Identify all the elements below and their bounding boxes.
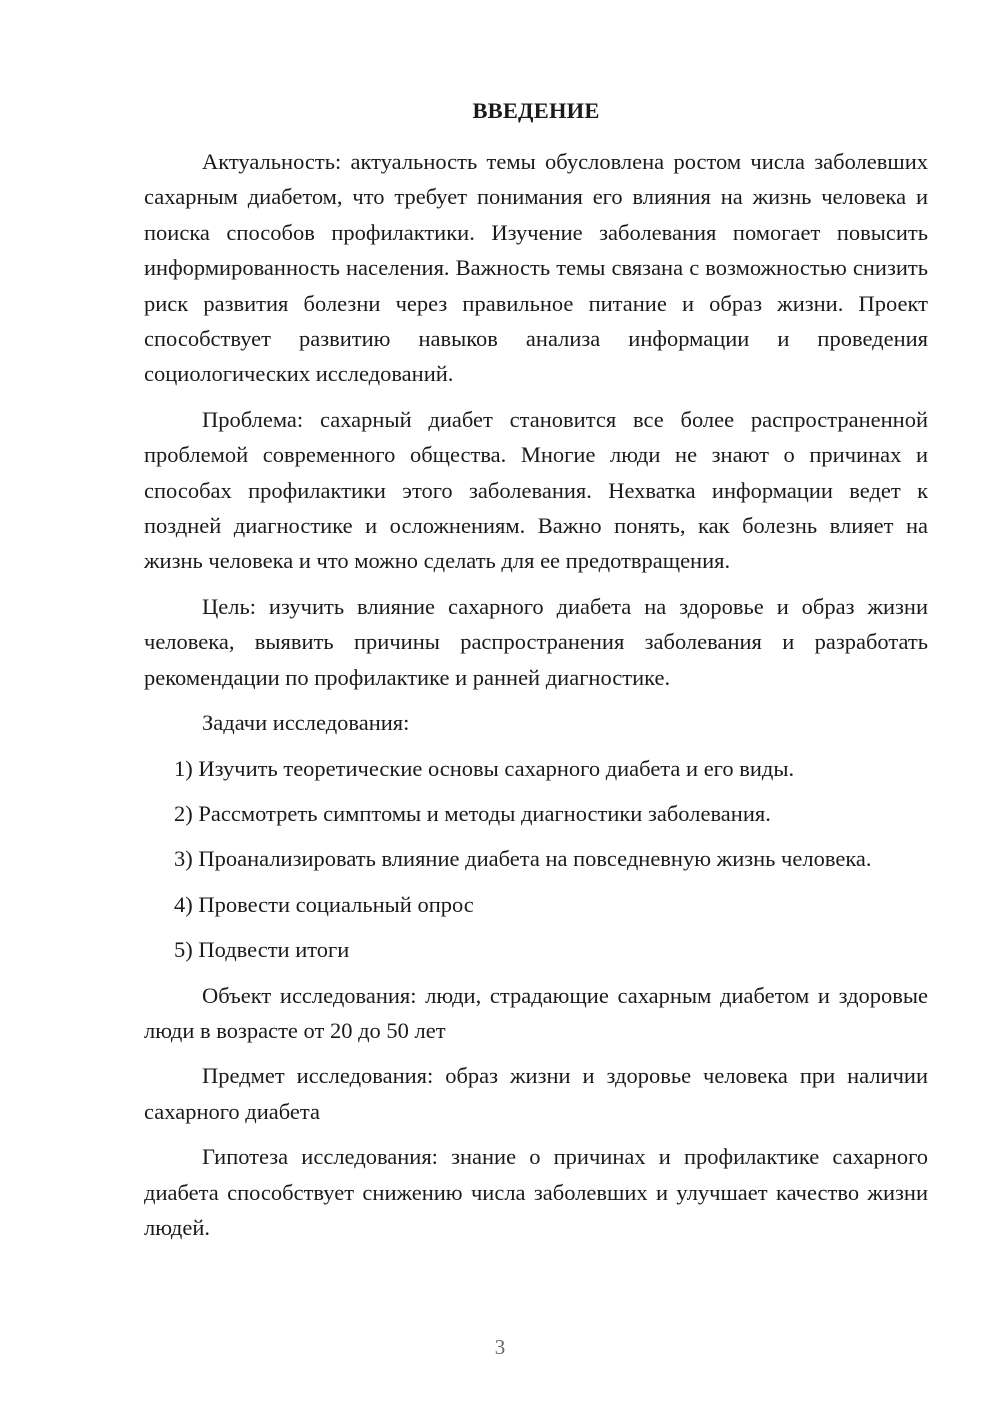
task-item: 4) Провести социальный опрос [174, 891, 474, 917]
page-content [144, 96, 928, 1255]
relevance-paragraph: Актуальность: актуальность темы обусловлена ростом числа заболевших сахарным диабетом, что требует понимания его влияния на жизнь человека и поиска способов профилактики. Изучение заболевания помогает повысить информированность населения. Важность темы связана с возможностью снизить риск развития болезни через правильное питание и образ жизни. Проект способствует развитию навыков анализа информации и проведения социологических исследований. [144, 149, 928, 387]
task-item: 5) Подвести итоги [174, 937, 350, 963]
task-item: 2) Рассмотреть симптомы и методы диагностики заболевания. [174, 800, 771, 826]
task-item: 3) Проанализировать влияние диабета на повседневную жизнь человека. [174, 846, 872, 872]
page-heading: ВВЕДЕНИЕ [472, 98, 600, 123]
hypothesis-paragraph: Гипотеза исследования: знание о причинах и профилактике сахарного диабета способствует снижению числа заболевших и улучшает качество жизни людей. [144, 1144, 928, 1240]
task-item: 1) Изучить теоретические основы сахарного диабета и его виды. [174, 755, 795, 781]
goal-paragraph: Цель: изучить влияние сахарного диабета на здоровье и образ жизни человека, выявить причины распространения заболевания и разработать рекомендации по профилактике и ранней диагностике. [144, 593, 928, 690]
page-number: 3 [494, 1335, 506, 1359]
object-paragraph: Объект исследования: люди, страдающие сахарным диабетом и здоровые люди в возрасте от 20 до 50 лет [144, 982, 928, 1043]
subject-paragraph: Предмет исследования: образ жизни и здоровье человека при наличии сахарного диабета [144, 1063, 928, 1124]
tasks-intro: Задачи исследования: [202, 710, 410, 736]
problem-paragraph: Проблема: сахарный диабет становится все более распространенной проблемой современного общества. Многие люди не знают о причинах и способах профилактики этого заболевания. Нехватка информации ведет к поздней диагностике и осложнениям. Важно понять, как болезнь влияет на жизнь человека и что можно сделать для ее предотвращения. [144, 406, 928, 574]
